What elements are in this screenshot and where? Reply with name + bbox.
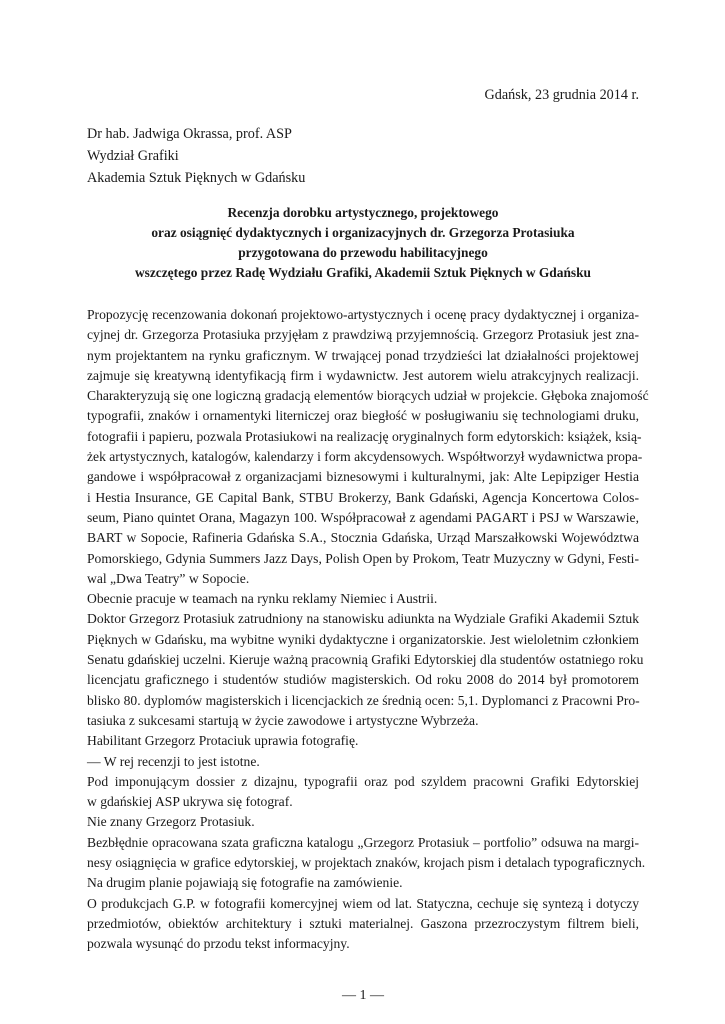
body-line: gandowe i współpracował z organizacjami biznesowymi i kulturalnymi, jak: Alte Lepipziger Hestia bbox=[87, 469, 639, 485]
body-line: O produkcjach G.P. w fotografii komercyjnej wiem od lat. Statyczna, cechuje się syntezą i dotyczy bbox=[87, 895, 639, 911]
recipient-department: Wydział Grafiki bbox=[87, 148, 179, 164]
body-line: Pięknych w Gdańsku, ma wybitne wyniki dydaktyczne i organizatorskie. Jest wieloletnim członkiem bbox=[87, 631, 639, 647]
body-line: Propozycję recenzowania dokonań projektowo-artystycznych i ocenę pracy dydaktycznej i organiza- bbox=[87, 307, 639, 322]
body-line: nesy osiągnięcia w grafice edytorskiej, w projektach znaków, krojach pism i detalach typograficznych. bbox=[87, 855, 646, 871]
body-line: Pod imponującym dossier z dizajnu, typografii oraz pod szyldem pracowni Grafiki Edytorskiej bbox=[87, 773, 639, 789]
recipient-block bbox=[87, 123, 305, 189]
body-line: zajmuje się kreatywną identyfikacją firm i wydawnictw. Jest autorem wielu atrakcyjnych realizacji. bbox=[87, 367, 639, 383]
body-line: przedmiotów, obiektów architektury i sztuki materialnej. Gaszona przezroczystym filtrem bieli, bbox=[87, 915, 639, 931]
body-line: pozwala wysunąć do przodu tekst informacyjny. bbox=[87, 936, 350, 952]
body-line: Doktor Grzegorz Protasiuk zatrudniony na stanowisku adiunkta na Wydziale Grafiki Akademii Sztuk bbox=[87, 611, 639, 627]
document-title bbox=[87, 203, 639, 283]
body-line: Charakteryzują się one logiczną gradacją elementów biorących udział w projekcie. Głęboka znajomość bbox=[87, 388, 649, 404]
place-and-date: Gdańsk, 23 grudnia 2014 r. bbox=[484, 87, 639, 103]
body-line: żek artystycznych, katalogów, kalendarzy i form akcydensowych. Współtworzył wydawnictwa propa- bbox=[87, 449, 643, 465]
body-line: licencjatu graficznego i studentów studiów magisterskich. Od roku 2008 do 2014 był promotorem bbox=[87, 672, 639, 688]
title-line: przygotowana do przewodu habilitacyjnego bbox=[238, 245, 488, 260]
body-line: Senatu gdańskiej uczelni. Kieruje ważną pracownią Grafiki Edytorskiej dla studentów ostatniego roku bbox=[87, 652, 644, 668]
body-line: Bezbłędnie opracowana szata graficzna katalogu „Grzegorz Protasiuk – portfolio” odsuwa na margi- bbox=[87, 834, 639, 850]
body-line: tasiuka z sukcesami startują w życie zawodowe i artystyczne Wybrzeża. bbox=[87, 712, 479, 728]
body-line: blisko 80. dyplomów magisterskich i licencjackich ze średnią ocen: 5,1. Dyplomanci z Pracowni Pro- bbox=[87, 692, 640, 708]
body-line: typografii, znaków i ornamentyki literniczej oraz biegłość w posługiwaniu się technologiami druku, bbox=[87, 408, 639, 424]
title-line: Recenzja dorobku artystycznego, projektowego bbox=[227, 205, 499, 220]
body-line: cyjnej dr. Grzegorza Protasiuka przyjęłam z prawdziwą przyjemnością. Grzegorz Protasiuk jest zna- bbox=[87, 327, 639, 343]
page-number: — 1 — bbox=[342, 988, 384, 1003]
document-page bbox=[87, 0, 649, 1024]
body-line: Obecnie pracuje w teamach na rynku reklamy Niemiec i Austrii. bbox=[87, 591, 438, 607]
body-line: — W rej recenzji to jest istotne. bbox=[87, 753, 260, 769]
body-line: Habilitant Grzegorz Protaciuk uprawia fotografię. bbox=[87, 733, 359, 749]
recipient-institution: Akademia Sztuk Pięknych w Gdańsku bbox=[87, 170, 306, 186]
body-line: wal „Dwa Teatry” w Sopocie. bbox=[87, 570, 250, 586]
body-text bbox=[87, 305, 649, 955]
title-line: oraz osiągnięć dydaktycznych i organizacyjnych dr. Grzegorza Protasiuka bbox=[151, 225, 575, 240]
body-line: w gdańskiej ASP ukrywa się fotograf. bbox=[87, 794, 293, 810]
title-line: wszczętego przez Radę Wydziału Grafiki, Akademii Sztuk Pięknych w Gdańsku bbox=[134, 265, 592, 280]
body-line: seum, Piano quintet Orana, Magazyn 100. Współpracował z agendami PAGART i PSJ w Warszawie, bbox=[87, 509, 639, 525]
body-line: BART w Sopocie, Rafineria Gdańska S.A., Stocznia Gdańska, Urząd Marszałkowski Województwa bbox=[87, 530, 639, 546]
body-line: nym projektantem na rynku graficznym. W trwającej ponad trzydzieści lat działalności projektowej bbox=[87, 347, 639, 363]
body-line: Nie znany Grzegorz Protasiuk. bbox=[87, 814, 255, 830]
body-line: fotografii i papieru, pozwala Protasiukowi na realizację oryginalnych form edytorskich: książek, ksią- bbox=[87, 428, 642, 444]
recipient-name: Dr hab. Jadwiga Okrassa, prof. ASP bbox=[87, 126, 292, 142]
body-line: Pomorskiego, Gdynia Summers Jazz Days, Polish Open by Prokom, Teatr Muzyczny w Gdyni, Festi- bbox=[87, 550, 639, 566]
body-line: i Hestia Insurance, GE Capital Bank, STBU Brokerzy, Bank Gdański, Agencja Koncertowa Colos- bbox=[87, 489, 639, 505]
body-line: Na drugim planie pojawiają się fotografie na zamówienie. bbox=[87, 875, 403, 891]
